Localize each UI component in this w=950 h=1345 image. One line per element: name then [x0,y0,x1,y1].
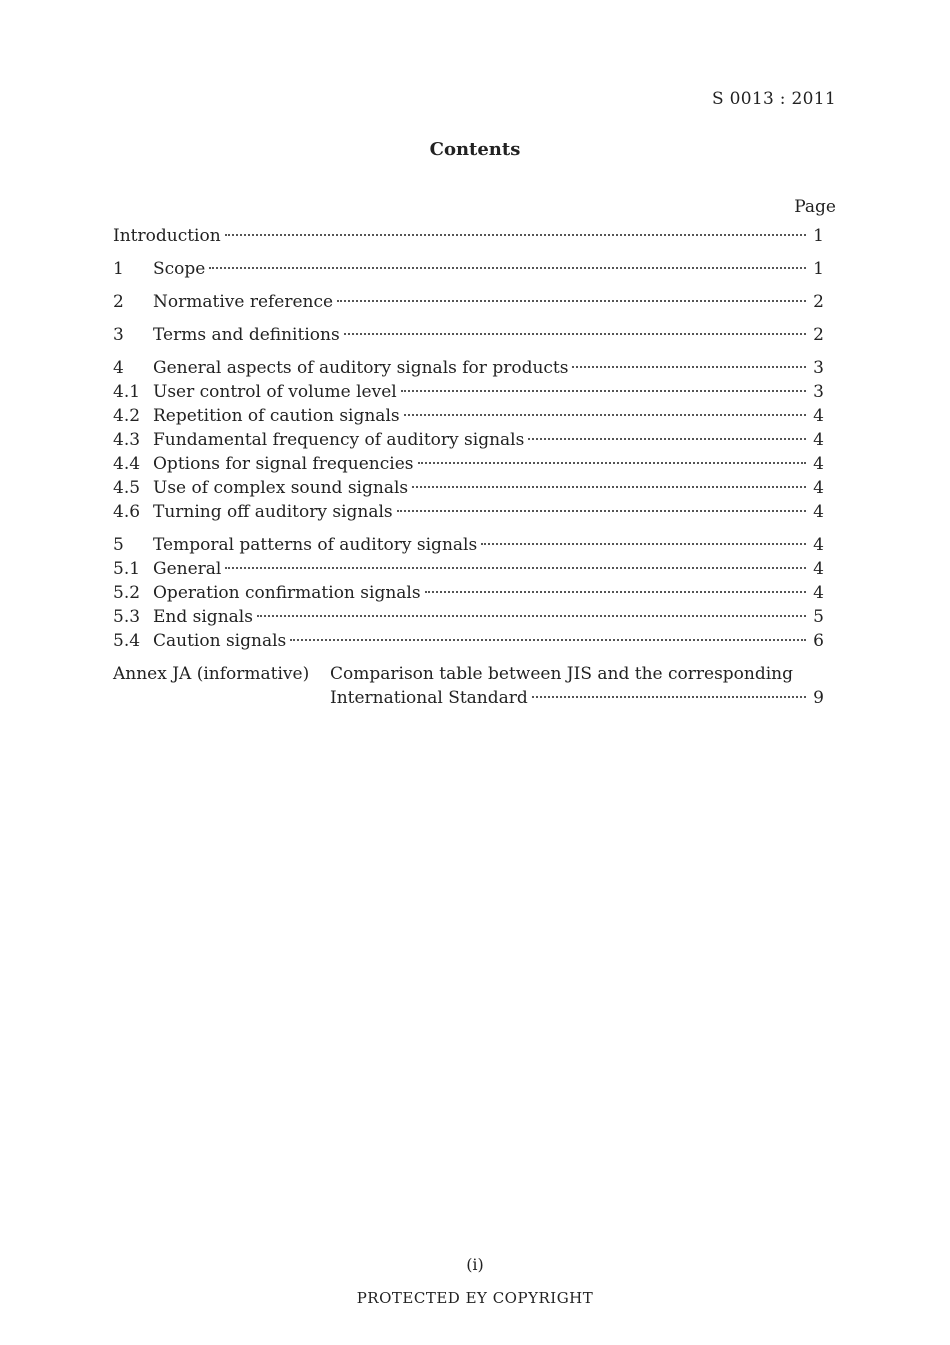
dot-leader [418,462,807,464]
toc-entry-title: End signals [153,607,253,627]
toc-entry-number: 4.3 [113,430,141,450]
toc-entry-4-3[interactable] [113,428,824,452]
toc-entry-page: 4 [813,406,824,426]
toc-entry-page: 1 [813,226,824,246]
toc-entry-5-3[interactable] [113,605,824,629]
toc-entry-title: Terms and definitions [153,325,340,345]
standard-number: S 0013 : 2011 [711,89,836,109]
toc-entry-page: 4 [813,502,824,522]
dot-leader [412,486,806,488]
dot-leader [344,333,806,335]
dot-leader [481,543,806,545]
toc-entry-terms-definitions[interactable] [113,323,824,347]
toc-entry-4-6[interactable] [113,500,824,524]
toc-entry-4-1[interactable] [113,380,824,404]
toc-entry-normative-reference[interactable] [113,290,824,314]
toc-entry-page: 2 [813,325,824,345]
dot-leader [532,696,806,698]
annex-label: Annex JA (informative) [113,664,310,684]
toc-entry-title: User control of volume level [153,382,397,402]
toc-entry-title: Caution signals [153,631,287,651]
dot-leader [225,567,806,569]
toc-entry-number: 3 [113,325,124,345]
copyright-notice: PROTECTED EY COPYRIGHT [356,1289,594,1307]
toc-entry-title: Fundamental frequency of auditory signals [153,430,525,450]
dot-leader [404,414,806,416]
toc-entry-number: 5.3 [113,607,141,627]
annex-title-block [330,662,824,710]
toc-entry-number: 5 [113,535,124,555]
toc-entry-page: 1 [813,259,824,279]
toc-entry-title: Operation confirmation signals [153,583,421,603]
dot-leader [337,300,806,302]
dot-leader [528,438,806,440]
toc-entry-number: 5.2 [113,583,141,603]
toc-entry-introduction[interactable] [113,224,824,248]
dot-leader [397,510,806,512]
annex-title-line2: International Standard [330,688,528,708]
toc-entry-temporal-patterns[interactable] [113,533,824,557]
toc-entry-number: 1 [113,259,124,279]
annex-title-line1: Comparison table between JIS and the corresponding [330,664,794,684]
toc-entry-number: 4.2 [113,406,141,426]
toc-entry-number: 5.1 [113,559,141,579]
toc-entry-title: Introduction [113,226,221,246]
toc-entry-number: 2 [113,292,124,312]
toc-entry-page: 4 [813,478,824,498]
dot-leader [290,639,806,641]
toc-entry-number: 4.6 [113,502,141,522]
dot-leader [257,615,806,617]
toc-entry-page: 4 [813,535,824,555]
toc-entry-page: 6 [813,631,824,651]
toc-entry-page: 9 [813,688,824,708]
toc-entry-5-4[interactable] [113,629,824,653]
toc-entry-page: 2 [813,292,824,312]
toc-entry-page: 4 [813,454,824,474]
page-number: (i) [466,1255,484,1274]
toc-entry-scope[interactable] [113,257,824,281]
toc-entry-4-5[interactable] [113,476,824,500]
toc-entry-number: 5.4 [113,631,141,651]
toc-entry-5-1[interactable] [113,557,824,581]
toc-entry-5-2[interactable] [113,581,824,605]
dot-leader [572,366,806,368]
toc-entry-page: 4 [813,583,824,603]
toc-entry-page: 5 [813,607,824,627]
toc-entry-title: Normative reference [153,292,334,312]
toc-entry-number: 4.5 [113,478,141,498]
dot-leader [425,591,806,593]
toc-entry-number: 4.1 [113,382,141,402]
toc-entry-annex-ja[interactable] [113,662,824,710]
page-column-label: Page [794,197,836,217]
toc-entry-title: Use of complex sound signals [153,478,409,498]
toc-entry-number: 4.4 [113,454,141,474]
dot-leader [225,234,806,236]
page-title: Contents [429,139,521,160]
toc-entry-title: Temporal patterns of auditory signals [153,535,478,555]
toc-entry-page: 4 [813,559,824,579]
table-of-contents [113,224,824,710]
toc-entry-title: Turning off auditory signals [153,502,393,522]
toc-entry-title: Repetition of caution signals [153,406,400,426]
toc-entry-general-aspects[interactable] [113,356,824,380]
toc-entry-number: 4 [113,358,124,378]
toc-entry-page: 4 [813,430,824,450]
toc-entry-page: 3 [813,382,824,402]
annex-title-line2-row [330,686,824,710]
toc-entry-4-4[interactable] [113,452,824,476]
dot-leader [209,267,806,269]
toc-entry-title: Scope [153,259,206,279]
toc-entry-title: General aspects of auditory signals for products [153,358,569,378]
toc-entry-4-2[interactable] [113,404,824,428]
toc-entry-page: 3 [813,358,824,378]
toc-entry-title: Options for signal frequencies [153,454,414,474]
dot-leader [401,390,806,392]
toc-entry-title: General [153,559,222,579]
